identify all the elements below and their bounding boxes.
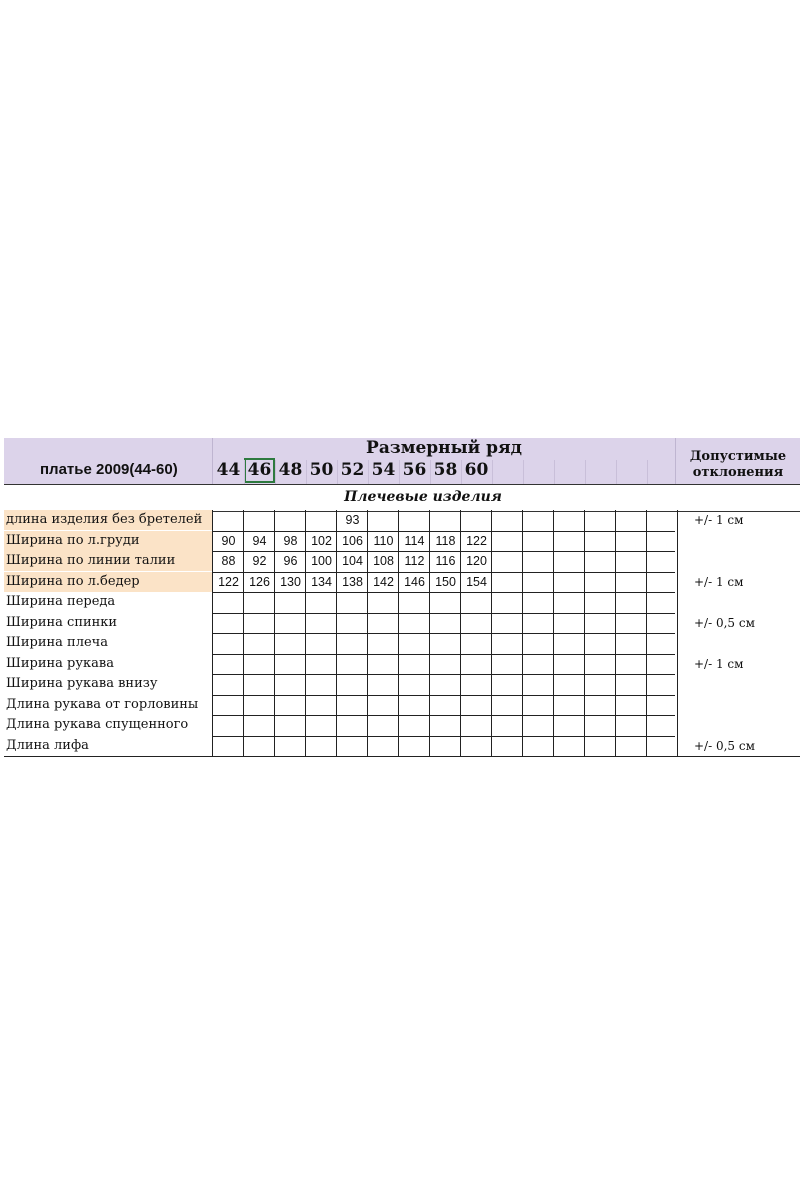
value-cell[interactable]: [430, 613, 461, 633]
grid-line: [305, 510, 306, 756]
value-cell[interactable]: [306, 736, 337, 756]
value-cell[interactable]: [213, 715, 244, 735]
value-cell[interactable]: [368, 715, 399, 735]
value-cell[interactable]: 102: [311, 533, 332, 548]
table-row: [4, 531, 800, 551]
value-cell[interactable]: 108: [373, 554, 394, 568]
tolerance-cell: +/- 1 см: [694, 656, 744, 671]
value-cell[interactable]: 98: [283, 533, 298, 548]
value-cell[interactable]: 88: [221, 554, 236, 568]
table-bottom-border: [4, 756, 800, 757]
header-grid-line: [430, 460, 431, 484]
value-cell[interactable]: [275, 510, 306, 530]
value-cell[interactable]: [275, 613, 306, 633]
grid-line: [367, 510, 368, 756]
value-cell[interactable]: [430, 715, 461, 735]
header-grid-line: [275, 460, 276, 484]
value-cell[interactable]: 122: [466, 533, 487, 548]
value-cell[interactable]: 134: [311, 574, 332, 589]
header-grid-line: [244, 460, 245, 484]
value-cell[interactable]: [461, 613, 492, 633]
section-title: Плечевые изделия: [344, 489, 502, 505]
value-cell[interactable]: [337, 592, 368, 612]
tolerance-title-line-1: Допустимые: [689, 449, 787, 464]
value-cell[interactable]: [368, 695, 399, 715]
value-cell[interactable]: [430, 654, 461, 674]
value-cell[interactable]: [461, 695, 492, 715]
table-row: [4, 592, 800, 612]
value-cell[interactable]: [213, 736, 244, 756]
value-cell[interactable]: [213, 633, 244, 653]
row-label: Ширина рукава: [6, 655, 114, 671]
grid-line: [553, 510, 554, 756]
value-cell[interactable]: [461, 736, 492, 756]
value-cell[interactable]: [399, 674, 430, 694]
value-cell[interactable]: [306, 633, 337, 653]
grid-line: [677, 510, 678, 756]
value-cell[interactable]: [399, 654, 430, 674]
grid-line: [646, 510, 647, 756]
value-cell[interactable]: 90: [221, 533, 236, 548]
value-cell[interactable]: [213, 695, 244, 715]
value-cell[interactable]: [306, 654, 337, 674]
value-cell[interactable]: [368, 654, 399, 674]
tolerance-title-line-2: отклонения: [692, 465, 784, 480]
table-row: [4, 715, 800, 735]
value-cell[interactable]: [275, 736, 306, 756]
value-cell[interactable]: [461, 674, 492, 694]
header-grid-line: [554, 460, 555, 484]
value-cell[interactable]: [244, 715, 275, 735]
value-cell[interactable]: [399, 715, 430, 735]
grid-line: [398, 510, 399, 756]
size-58[interactable]: 58: [433, 460, 458, 480]
value-cell[interactable]: [399, 510, 430, 530]
value-cell[interactable]: 96: [283, 554, 298, 568]
value-cell[interactable]: [306, 715, 337, 735]
value-cell[interactable]: [275, 654, 306, 674]
value-cell[interactable]: [244, 633, 275, 653]
value-cell[interactable]: 94: [252, 533, 267, 548]
value-cell[interactable]: 138: [342, 574, 363, 589]
value-cell[interactable]: [337, 654, 368, 674]
header-grid-line: [399, 460, 400, 484]
grid-line: [615, 510, 616, 756]
value-cell[interactable]: 114: [404, 533, 425, 548]
header-grid-line: [523, 460, 524, 484]
header-grid-line: [585, 460, 586, 484]
header-grid-line: [368, 460, 369, 484]
row-label: Длина лифа: [6, 737, 89, 753]
row-label: Ширина спинки: [6, 614, 118, 630]
value-cell[interactable]: [213, 674, 244, 694]
row-label: Длина рукава от горловины: [6, 696, 199, 712]
value-cell[interactable]: [368, 633, 399, 653]
value-cell[interactable]: 142: [373, 574, 394, 589]
value-cell[interactable]: 112: [404, 554, 425, 568]
value-cell[interactable]: [399, 633, 430, 653]
header-grid-line: [461, 460, 462, 484]
value-cell[interactable]: 150: [435, 574, 456, 589]
table-row: [4, 674, 800, 694]
value-cell[interactable]: [399, 613, 430, 633]
value-cell[interactable]: [368, 674, 399, 694]
value-cell[interactable]: 130: [280, 574, 301, 589]
size-44[interactable]: 44: [216, 460, 241, 480]
size-50[interactable]: 50: [309, 460, 334, 480]
value-cell[interactable]: [213, 592, 244, 612]
value-cell[interactable]: [306, 613, 337, 633]
table-row: [4, 695, 800, 715]
value-cell[interactable]: 154: [466, 574, 487, 589]
value-cell[interactable]: [306, 510, 337, 530]
table-row: [4, 572, 800, 592]
size-48[interactable]: 48: [278, 460, 303, 480]
section-header: [4, 484, 800, 512]
row-label: длина изделия без бретелей: [4, 510, 212, 530]
value-cell[interactable]: 100: [311, 554, 332, 568]
value-cell[interactable]: [399, 592, 430, 612]
header-grid-line: [616, 460, 617, 484]
row-label: Ширина по л.груди: [4, 531, 212, 551]
value-cell[interactable]: [244, 695, 275, 715]
row-label: Ширина переда: [6, 594, 116, 609]
value-cell[interactable]: [430, 736, 461, 756]
value-cell[interactable]: [337, 695, 368, 715]
value-cell[interactable]: 146: [404, 574, 425, 589]
size-range-title: Размерный ряд: [366, 438, 522, 458]
grid-line: [336, 510, 337, 756]
value-cell[interactable]: [430, 592, 461, 612]
value-cell[interactable]: [213, 613, 244, 633]
value-cell[interactable]: [275, 674, 306, 694]
grid-line: [429, 510, 430, 756]
tolerance-cell: +/- 0,5 см: [694, 738, 755, 753]
size-60[interactable]: 60: [464, 460, 489, 480]
header-grid-line: [306, 460, 307, 484]
value-cell[interactable]: 92: [252, 554, 267, 568]
tolerance-cell: +/- 1 см: [694, 513, 744, 527]
value-cell[interactable]: [461, 654, 492, 674]
size-46[interactable]: 46: [244, 458, 275, 483]
value-cell[interactable]: [430, 633, 461, 653]
grid-line: [460, 510, 461, 756]
value-cell[interactable]: 120: [466, 554, 487, 568]
value-cell[interactable]: [337, 715, 368, 735]
value-cell[interactable]: [461, 715, 492, 735]
value-cell[interactable]: [368, 592, 399, 612]
value-cell[interactable]: [244, 736, 275, 756]
table-row: [4, 633, 800, 653]
value-cell[interactable]: [430, 695, 461, 715]
value-cell[interactable]: [430, 674, 461, 694]
grid-line: [243, 510, 244, 756]
size-54[interactable]: 54: [371, 460, 396, 480]
value-cell[interactable]: [275, 695, 306, 715]
value-cell[interactable]: [399, 736, 430, 756]
value-cell[interactable]: [430, 510, 461, 530]
value-cell[interactable]: 126: [249, 574, 270, 589]
value-cell[interactable]: [368, 736, 399, 756]
model-title: платье 2009(44-60): [40, 461, 178, 478]
value-cell[interactable]: 104: [342, 554, 363, 568]
value-cell[interactable]: [213, 510, 244, 530]
size-52[interactable]: 52: [340, 460, 365, 480]
value-cell[interactable]: [337, 674, 368, 694]
row-label: Ширина рукава внизу: [6, 676, 158, 691]
value-cell[interactable]: [244, 592, 275, 612]
value-cell[interactable]: [275, 715, 306, 735]
value-cell[interactable]: [275, 633, 306, 653]
value-cell[interactable]: [337, 736, 368, 756]
value-cell[interactable]: [337, 613, 368, 633]
row-label: Ширина по линии талии: [4, 551, 212, 571]
table-row: [4, 613, 800, 633]
value-cell[interactable]: 110: [373, 533, 394, 548]
value-cell[interactable]: [306, 674, 337, 694]
value-cell[interactable]: 106: [342, 533, 363, 548]
value-cell[interactable]: [244, 613, 275, 633]
value-cell[interactable]: [213, 654, 244, 674]
grid-line: [522, 510, 523, 756]
tolerance-title: [676, 449, 800, 481]
value-cell[interactable]: [244, 510, 275, 530]
value-cell[interactable]: 116: [435, 554, 456, 568]
value-cell[interactable]: [399, 695, 430, 715]
grid-line: [212, 510, 213, 756]
value-cell[interactable]: 93: [345, 513, 360, 527]
value-cell[interactable]: [368, 510, 399, 530]
size-56[interactable]: 56: [402, 460, 427, 480]
grid-line: [274, 510, 275, 756]
value-cell[interactable]: [275, 592, 306, 612]
table-row: [4, 510, 800, 530]
grid-line: [584, 510, 585, 756]
value-cell[interactable]: [244, 654, 275, 674]
table-row: [4, 736, 800, 756]
value-cell[interactable]: [306, 592, 337, 612]
tolerance-cell: +/- 1 см: [694, 574, 744, 589]
row-label: Длина рукава спущенного: [6, 717, 189, 732]
value-cell[interactable]: [337, 633, 368, 653]
tolerance-cell: +/- 0,5 см: [694, 615, 755, 630]
value-cell[interactable]: 122: [218, 574, 239, 589]
value-cell[interactable]: [461, 592, 492, 612]
value-cell[interactable]: [306, 695, 337, 715]
row-label: Ширина по л.бедер: [4, 572, 212, 592]
header-grid-line: [647, 460, 648, 484]
value-cell[interactable]: [461, 510, 492, 530]
header-grid-line: [337, 460, 338, 484]
value-cell[interactable]: 118: [435, 533, 456, 548]
value-cell[interactable]: [461, 633, 492, 653]
value-cell[interactable]: [244, 674, 275, 694]
grid-line: [491, 510, 492, 756]
table-row: [4, 654, 800, 674]
header-grid-line: [492, 460, 493, 484]
value-cell[interactable]: [368, 613, 399, 633]
row-label: Ширина плеча: [6, 635, 108, 650]
table-row: [4, 551, 800, 571]
